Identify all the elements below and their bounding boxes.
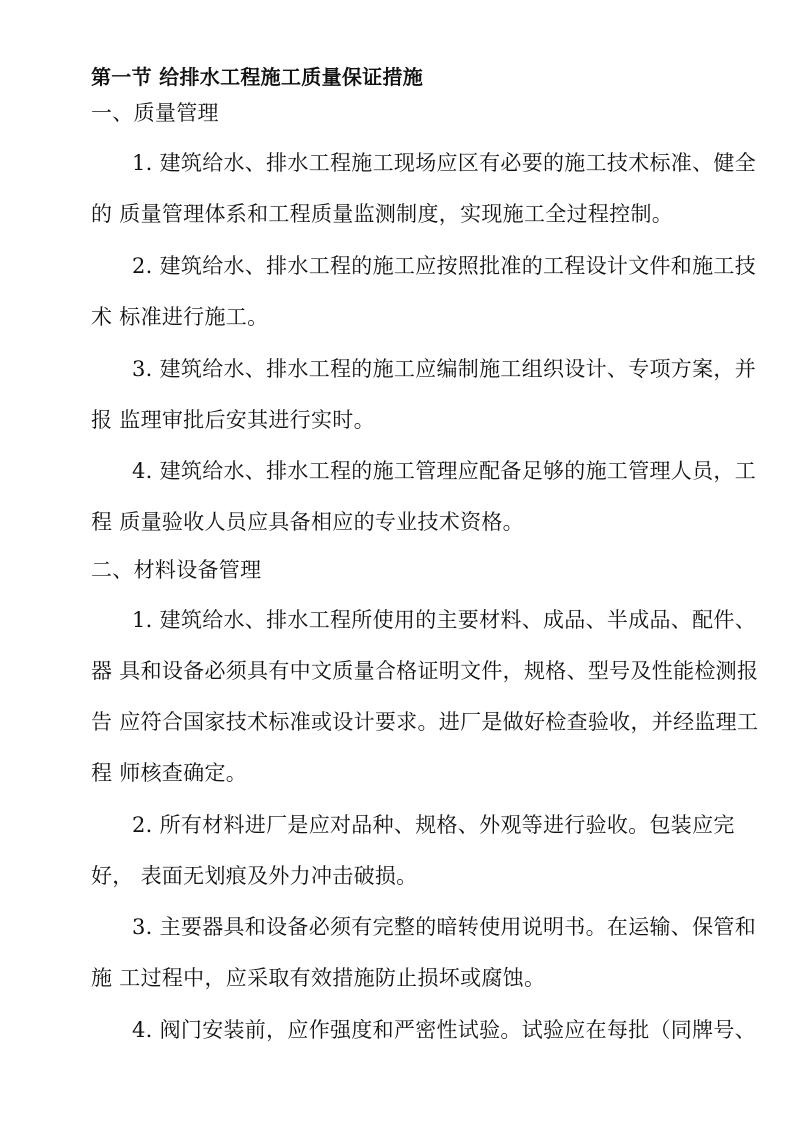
s2-item2-line2: 好， 表面无划痕及外力冲击破损。 [91, 864, 418, 888]
s1-item2-line2: 术 标准进行施工。 [91, 305, 269, 329]
s1-item3-line1: 3. 建筑给水、排水工程的施工应编制施工组织设计、专项方案，并 [132, 357, 757, 381]
s2-item1-line1: 1. 建筑给水、排水工程所使用的主要材料、成品、半成品、配件、 [132, 608, 757, 632]
s2-item3-line2: 施 工过程中，应采取有效措施防止损坏或腐蚀。 [91, 966, 546, 990]
s1-item1-line1: 1. 建筑给水、排水工程施工现场应区有必要的施工技术标准、健全 [132, 151, 757, 175]
s1-item2-line1: 2. 建筑给水、排水工程的施工应按照批准的工程设计文件和施工技 [132, 254, 757, 278]
s1-item1-line2: 的 质量管理体系和工程质量监测制度，实现施工全过程控制。 [91, 202, 674, 226]
s1-item3-line2: 报 监理审批后安其进行实时。 [91, 408, 375, 432]
s1-item4-line2: 程 质量验收人员应具备相应的专业技术资格。 [91, 510, 524, 534]
s2-item1-line3: 告 应符合国家技术标准或设计要求。进厂是做好检查验收，并经监理工 [91, 710, 759, 734]
section2-title: 二、材料设备管理 [91, 558, 262, 582]
section1-title: 一、质量管理 [91, 101, 219, 125]
s2-item1-line2: 器 具和设备必须具有中文质量合格证明文件，规格、型号及性能检测报 [91, 659, 759, 683]
section-heading: 第一节 给排水工程施工质量保证措施 [91, 65, 424, 89]
s2-item1-line4: 程 师核查确定。 [91, 761, 248, 785]
s2-item3-line1: 3. 主要器具和设备必须有完整的暗转使用说明书。在运输、保管和 [132, 915, 757, 939]
s2-item4-line1: 4. 阀门安装前，应作强度和严密性试验。试验应在每批（同牌号、 [132, 1018, 757, 1042]
s2-item2-line1: 2. 所有材料进厂是应对品种、规格、外观等进行验收。包装应完 [132, 813, 735, 837]
s1-item4-line1: 4. 建筑给水、排水工程的施工管理应配备足够的施工管理人员，工 [132, 459, 757, 483]
